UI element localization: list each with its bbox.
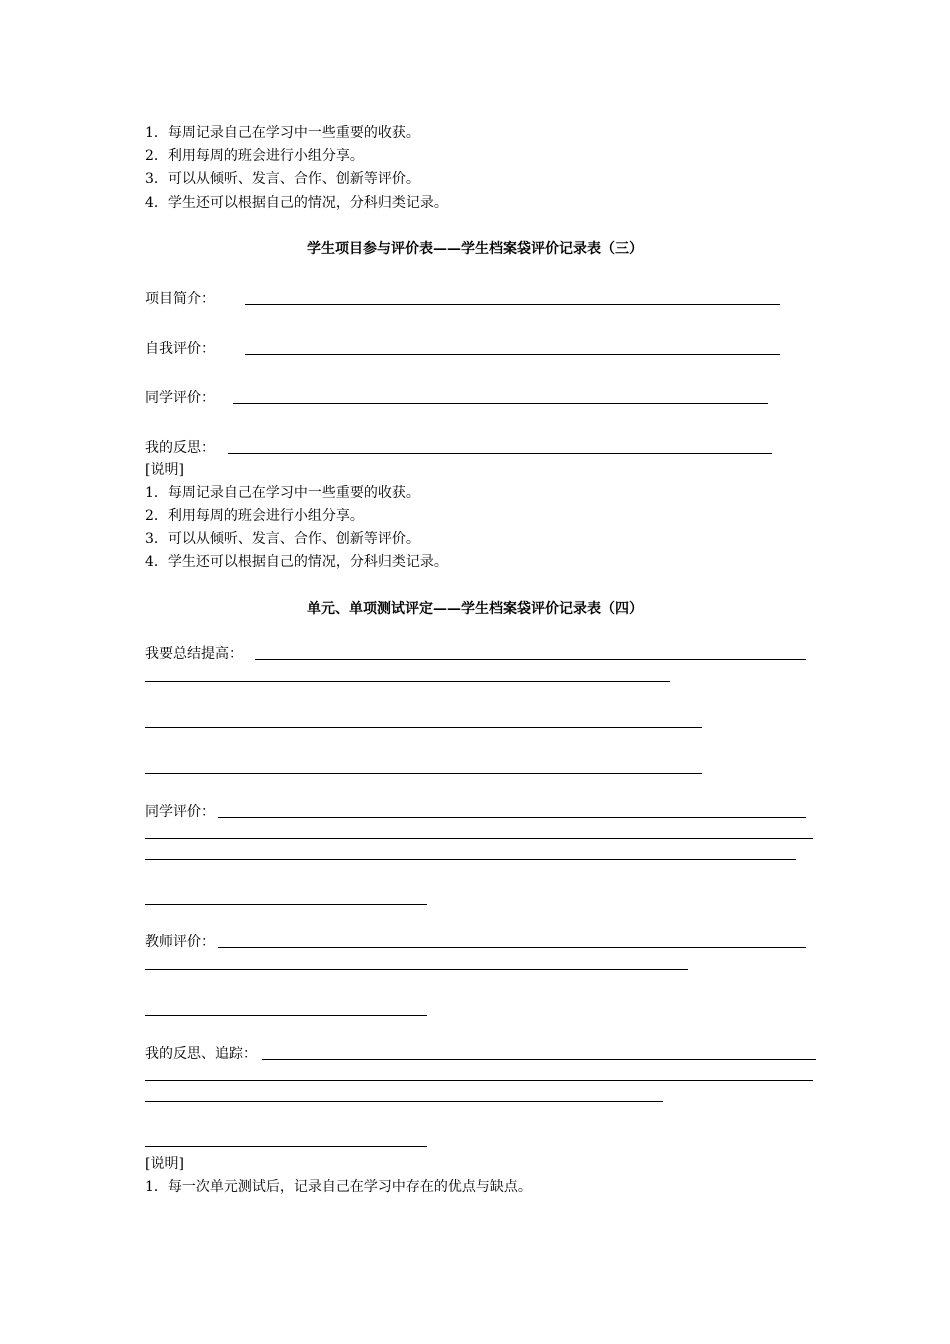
field-label-summary: 我要总结提高： [145,646,243,662]
blank-line-summary[interactable] [145,681,670,682]
field-label-reflection: 我的反思： [145,440,215,456]
note-item: 4．学生还可以根据自己的情况，分科归类记录。 [145,554,448,570]
note-item: 1．每周记录自己在学习中一些重要的收获。 [145,485,420,501]
blank-line-peer-eval-4[interactable] [145,838,813,839]
field-label-project-intro: 项目简介： [145,291,215,307]
note-item: 3．可以从倾听、发言、合作、创新等评价。 [145,171,420,187]
form4-title: 单元、单项测试评定——学生档案袋评价记录表（四） [307,601,643,617]
note-item: 3．可以从倾听、发言、合作、创新等评价。 [145,531,420,547]
blank-line-self-eval[interactable] [245,354,780,355]
blank-line-project-intro[interactable] [245,304,780,305]
note-item: 2．利用每周的班会进行小组分享。 [145,508,364,524]
note-label: [说明] [145,462,184,478]
note-item: 1．每一次单元测试后，记录自己在学习中存在的优点与缺点。 [145,1179,532,1195]
blank-line-reflection-tracking[interactable] [145,1080,813,1081]
blank-line-teacher-eval[interactable] [145,1015,427,1016]
blank-line-teacher-eval[interactable] [145,969,688,970]
field-label-peer-eval-4: 同学评价： [145,804,215,820]
blank-line-peer-eval-4[interactable] [145,859,796,860]
note-item: 1．每周记录自己在学习中一些重要的收获。 [145,125,420,141]
note-item: 2．利用每周的班会进行小组分享。 [145,148,364,164]
note-item: 4．学生还可以根据自己的情况，分科归类记录。 [145,195,448,211]
field-label-teacher-eval: 教师评价： [145,934,215,950]
blank-line-peer-eval-4[interactable] [145,904,427,905]
blank-line-summary[interactable] [255,659,806,660]
form3-title: 学生项目参与评价表——学生档案袋评价记录表（三） [307,241,643,257]
blank-line-peer-eval[interactable] [233,403,768,404]
field-label-peer-eval: 同学评价： [145,390,215,406]
blank-line-summary[interactable] [145,727,702,728]
field-label-self-eval: 自我评价： [145,341,215,357]
note-label: [说明] [145,1156,184,1172]
blank-line-peer-eval-4[interactable] [218,817,806,818]
blank-line-reflection-tracking[interactable] [145,1101,663,1102]
blank-line-reflection-tracking[interactable] [145,1146,427,1147]
blank-line-reflection[interactable] [228,453,772,454]
blank-line-summary[interactable] [145,773,702,774]
blank-line-reflection-tracking[interactable] [262,1059,816,1060]
field-label-reflection-tracking: 我的反思、追踪： [145,1046,257,1062]
blank-line-teacher-eval[interactable] [218,947,806,948]
